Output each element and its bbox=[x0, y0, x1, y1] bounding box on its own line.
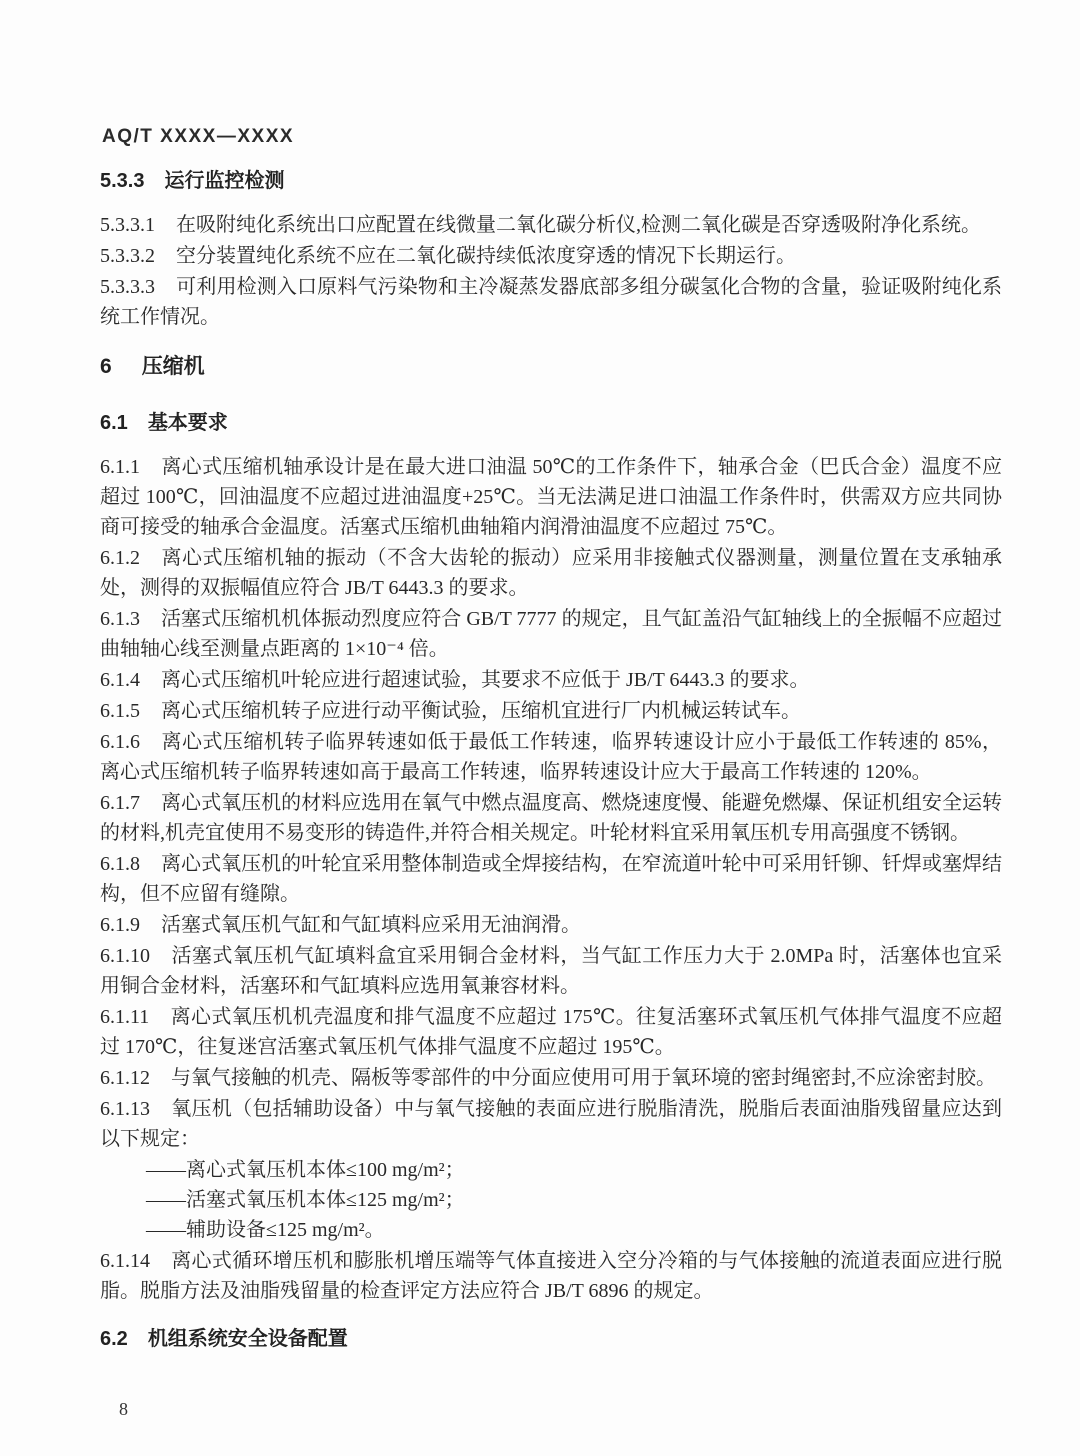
clause-text: 离心式循环增压机和膨胀机增压端等气体直接进入空分冷箱的与气体接触的流道表面应进行脱脂。脱脂方法及油脂残留量的检查评定方法应符合 JB/T 6896 的规定。 bbox=[100, 1250, 1002, 1302]
clause-6-1-9 bbox=[100, 910, 1002, 940]
clause-number: 6.1.5 bbox=[100, 700, 140, 722]
section-title: 基本要求 bbox=[147, 412, 228, 434]
clause-text: 可利用检测入口原料气污染物和主冷凝蒸发器底部多组分碳氢化合物的含量，验证吸附纯化系统工作情况。 bbox=[100, 276, 1002, 328]
standard-code-header: AQ/T XXXX—XXXX bbox=[102, 126, 295, 147]
clause-6-1-1 bbox=[100, 452, 1002, 542]
clause-6-1-13 bbox=[100, 1094, 1002, 1154]
clause-text: 在吸附纯化系统出口应配置在线微量二氧化碳分析仪,检测二氧化碳是否穿透吸附净化系统。 bbox=[176, 214, 981, 236]
clause-6-1-2 bbox=[100, 543, 1002, 603]
clause-number: 5.3.3.2 bbox=[100, 245, 155, 267]
clause-text: 离心式氧压机的叶轮宜采用整体制造或全焊接结构，在窄流道叶轮中可采用钎铆、钎焊或塞焊结构，但不应留有缝隙。 bbox=[100, 853, 1002, 905]
list-item-text: ——离心式氧压机本体≤100 mg/m²； bbox=[146, 1159, 465, 1181]
clause-6-1-5 bbox=[100, 696, 1002, 726]
clause-number: 6.1.9 bbox=[100, 914, 140, 936]
clause-number: 6.1.10 bbox=[100, 945, 150, 967]
clause-number: 6.1.12 bbox=[100, 1067, 150, 1089]
clause-number: 5.3.3.3 bbox=[100, 276, 155, 298]
clause-text: 氧压机（包括辅助设备）中与氧气接触的表面应进行脱脂清洗，脱脂后表面油脂残留量应达到以下规定： bbox=[100, 1098, 1002, 1150]
clause-number: 6.1.2 bbox=[100, 547, 140, 569]
chapter-heading-6 bbox=[100, 352, 1002, 382]
section-heading-6-2 bbox=[100, 1326, 1002, 1352]
chapter-title: 压缩机 bbox=[141, 355, 205, 378]
clause-number: 6.1.11 bbox=[100, 1006, 150, 1028]
clause-text: 活塞式氧压机气缸和气缸填料应采用无油润滑。 bbox=[161, 914, 581, 936]
clause-text: 离心式氧压机的材料应选用在氧气中燃点温度高、燃烧速度慢、能避免燃爆、保证机组安全运转的材料,机壳宜使用不易变形的铸造件,并符合相关规定。叶轮材料宜采用氧压机专用高强度不锈钢。 bbox=[100, 792, 1002, 844]
clause-text: 活塞式压缩机机体振动烈度应符合 GB/T 7777 的规定，且气缸盖沿气缸轴线上的全振幅不应超过曲轴轴心线至测量点距离的 1×10⁻⁴ 倍。 bbox=[100, 608, 1002, 660]
clause-6-1-3 bbox=[100, 604, 1002, 664]
clause-text: 与氧气接触的机壳、隔板等零部件的中分面应使用可用于氧环境的密封绳密封,不应涂密封胶。 bbox=[171, 1067, 996, 1089]
list-item-text: ——辅助设备≤125 mg/m²。 bbox=[146, 1219, 385, 1241]
clause-number: 6.1.8 bbox=[100, 853, 140, 875]
clause-6-1-6 bbox=[100, 727, 1002, 787]
section-number: 6.2 bbox=[100, 1328, 128, 1350]
chapter-number: 6 bbox=[100, 355, 112, 378]
clause-number: 6.1.7 bbox=[100, 792, 140, 814]
clause-text: 离心式压缩机轴的振动（不含大齿轮的振动）应采用非接触式仪器测量，测量位置在支承轴承处，测得的双振幅值应符合 JB/T 6443.3 的要求。 bbox=[100, 547, 1002, 599]
page-number: 8 bbox=[119, 1399, 128, 1419]
section-title: 机组系统安全设备配置 bbox=[147, 1328, 348, 1350]
clause-number: 5.3.3.1 bbox=[100, 214, 155, 236]
clause-text: 空分装置纯化系统不应在二氧化碳持续低浓度穿透的情况下长期运行。 bbox=[176, 245, 796, 267]
list-item-text: ——活塞式氧压机本体≤125 mg/m²； bbox=[146, 1189, 465, 1211]
clause-text: 离心式氧压机机壳温度和排气温度不应超过 175℃。往复活塞环式氧压机气体排气温度不应超过 170℃，往复迷宫活塞式氧压机气体排气温度不应超过 195℃。 bbox=[100, 1006, 1002, 1058]
clause-5-3-3-3 bbox=[100, 272, 1002, 332]
clause-6-1-12 bbox=[100, 1063, 1002, 1093]
clause-number: 6.1.6 bbox=[100, 731, 140, 753]
list-item-piston-limit bbox=[100, 1185, 1002, 1215]
list-item-centrifugal-limit bbox=[100, 1155, 1002, 1185]
clause-6-1-7 bbox=[100, 788, 1002, 848]
clause-number: 6.1.14 bbox=[100, 1250, 150, 1272]
clause-6-1-14 bbox=[100, 1246, 1002, 1306]
clause-text: 离心式压缩机叶轮应进行超速试验，其要求不应低于 JB/T 6443.3 的要求。 bbox=[161, 669, 810, 691]
clause-6-1-8 bbox=[100, 849, 1002, 909]
clause-number: 6.1.13 bbox=[100, 1098, 150, 1120]
clause-6-1-11 bbox=[100, 1002, 1002, 1062]
clause-text: 离心式压缩机转子临界转速如低于最低工作转速，临界转速设计应小于最低工作转速的 85%，离心式压缩机转子临界转速如高于最高工作转速，临界转速设计应大于最高工作转速的 120%。 bbox=[100, 731, 1002, 783]
section-title: 运行监控检测 bbox=[164, 170, 285, 192]
list-item-auxiliary-limit bbox=[100, 1215, 1002, 1245]
clause-6-1-4 bbox=[100, 665, 1002, 695]
clause-5-3-3-1 bbox=[100, 210, 1002, 240]
section-number: 5.3.3 bbox=[100, 170, 145, 192]
clause-number: 6.1.3 bbox=[100, 608, 140, 630]
clause-number: 6.1.4 bbox=[100, 669, 140, 691]
clause-5-3-3-2 bbox=[100, 241, 1002, 271]
section-heading-6-1 bbox=[100, 410, 1002, 436]
clause-6-1-10 bbox=[100, 941, 1002, 1001]
section-number: 6.1 bbox=[100, 412, 128, 434]
clause-text: 离心式压缩机转子应进行动平衡试验，压缩机宜进行厂内机械运转试车。 bbox=[161, 700, 801, 722]
section-heading-5-3-3 bbox=[100, 168, 1002, 194]
clause-text: 活塞式氧压机气缸填料盒宜采用铜合金材料，当气缸工作压力大于 2.0MPa 时，活塞体也宜采用铜合金材料，活塞环和气缸填料应选用氧兼容材料。 bbox=[100, 945, 1002, 997]
clause-number: 6.1.1 bbox=[100, 456, 140, 478]
clause-text: 离心式压缩机轴承设计是在最大进口油温 50℃的工作条件下，轴承合金（巴氏合金）温度不应超过 100℃，回油温度不应超过进油温度+25℃。当无法满足进口油温工作条件时，供需双方应共同协商可接受的轴承合金温度。活塞式压缩机曲轴箱内润滑油温度不应超过 75℃。 bbox=[100, 456, 1002, 538]
